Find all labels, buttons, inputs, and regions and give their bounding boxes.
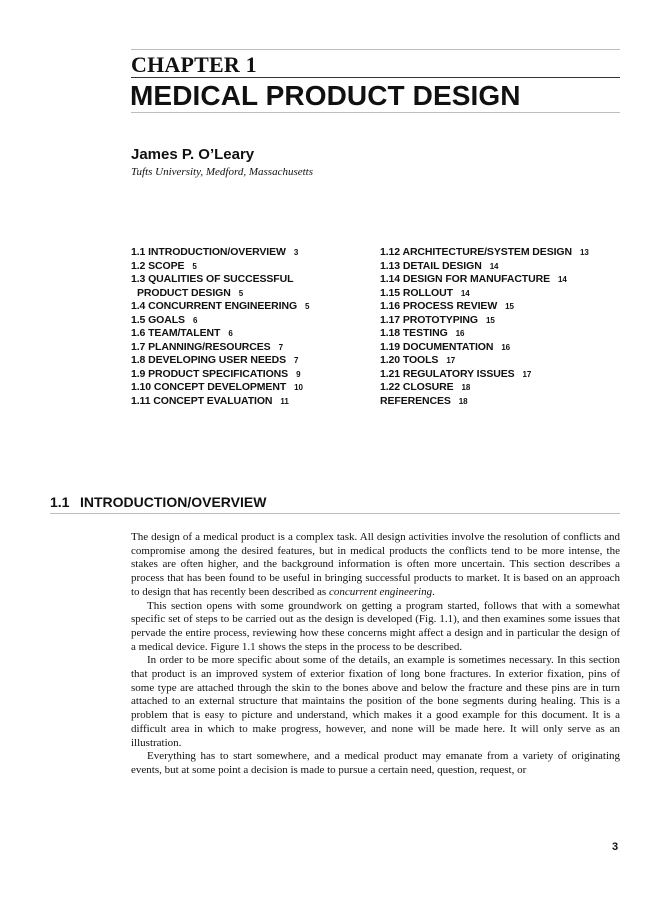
toc-entry: 1.20 TOOLS 17 (380, 354, 456, 366)
toc-entry: 1.22 CLOSURE 18 (380, 381, 471, 393)
chapter-label: CHAPTER 1 (131, 52, 257, 77)
toc-entry: 1.9 PRODUCT SPECIFICATIONS 9 (131, 367, 301, 380)
toc-entry: 1.7 PLANNING/RESOURCES 7 (131, 340, 283, 353)
body-text (131, 531, 620, 778)
toc-entry: 1.4 CONCURRENT ENGINEERING 5 (131, 300, 310, 312)
toc-entry: 1.17 PROTOTYPING 15 (380, 313, 495, 326)
toc-entry: 1.15 ROLLOUT 14 (380, 286, 470, 299)
toc-entry: 1.8 DEVELOPING USER NEEDS 7 (131, 354, 299, 366)
section-heading (50, 494, 266, 510)
paragraph: The design of a medical product is a complex task. All design activities involve the resolution of conflicts and compromise among the desired features, but in medical products the conflicts tend to be more intense, the stakes are often higher, and the background information is often more uncertain. This section describes a process that has been found to be useful in bringing successful products to market. It is based on an approach to design that has recently been described as concurrent engineering. (131, 531, 620, 598)
toc-entry: 1.2 SCOPE 5 (131, 259, 197, 272)
toc-entry: 1.18 TESTING 16 (380, 327, 465, 339)
paragraph: Everything has to start somewhere, and a medical product may emanate from a variety of originating events, but at some point a decision is made to pursue a certain need, question, request, or (131, 750, 620, 776)
toc-entry: 1.10 CONCEPT DEVELOPMENT 10 (131, 381, 303, 393)
chapter-title: MEDICAL PRODUCT DESIGN (130, 80, 521, 111)
toc-left-column (131, 246, 371, 408)
toc-entry: 1.6 TEAM/TALENT 6 (131, 327, 233, 339)
author-name: James P. O’Leary (131, 146, 255, 163)
toc-entry: 1.1 INTRODUCTION/OVERVIEW 3 (131, 246, 299, 258)
paragraph: In order to be more specific about some of the details, an example is sometimes necessary. In this section that product is an improved system of exterior fixation of long bone fractures. In exterior fixation, pins of some type are attached through the skin to the bones above and below the fracture and these pins are in turn attached to an external structure that maintains the position of the bone segments during healing. This is a problem that is easy to picture and understand, which makes it a good example for this document. It is a difficult area in which to make progress, however, and none will be made here. It will only serve as an illustration. (131, 654, 620, 749)
toc-entry: 1.19 DOCUMENTATION 16 (380, 340, 511, 353)
section-rule (50, 513, 620, 514)
toc-entry: 1.12 ARCHITECTURE/SYSTEM DESIGN 13 (380, 246, 589, 258)
toc-entry: 1.21 REGULATORY ISSUES 17 (380, 367, 532, 380)
section-number: 1.1 (50, 494, 70, 510)
toc-entry: 1.16 PROCESS REVIEW 15 (380, 300, 514, 312)
toc-entry: REFERENCES 18 (380, 394, 468, 407)
page-number: 3 (612, 841, 619, 853)
title-rule (131, 112, 620, 113)
toc-entry: 1.13 DETAIL DESIGN 14 (380, 259, 499, 272)
chapter-rule (131, 77, 620, 78)
paragraph: This section opens with some groundwork on getting a program started, follows that with a somewhat specific set of steps to be carried out as the design is developed (Fig. 1.1), and then examines some issues that pervade the entire process, reviewing how these concerns might affect a design and in particular the design of a medical device. Figure 1.1 shows the steps in the process to be described. (131, 599, 620, 653)
toc-entry: 1.14 DESIGN FOR MANUFACTURE 14 (380, 273, 567, 285)
section-title: INTRODUCTION/OVERVIEW (80, 494, 267, 510)
toc-entry: 1.3 QUALITIES OF SUCCESSFUL (131, 273, 294, 285)
toc-entry: 1.11 CONCEPT EVALUATION 11 (131, 394, 289, 407)
toc-right-column (380, 246, 620, 408)
toc-entry: PRODUCT DESIGN 5 (137, 286, 244, 299)
author-affiliation: Tufts University, Medford, Massachusetts (131, 166, 314, 178)
toc-entry: 1.5 GOALS 6 (131, 313, 198, 326)
top-rule (131, 49, 620, 50)
